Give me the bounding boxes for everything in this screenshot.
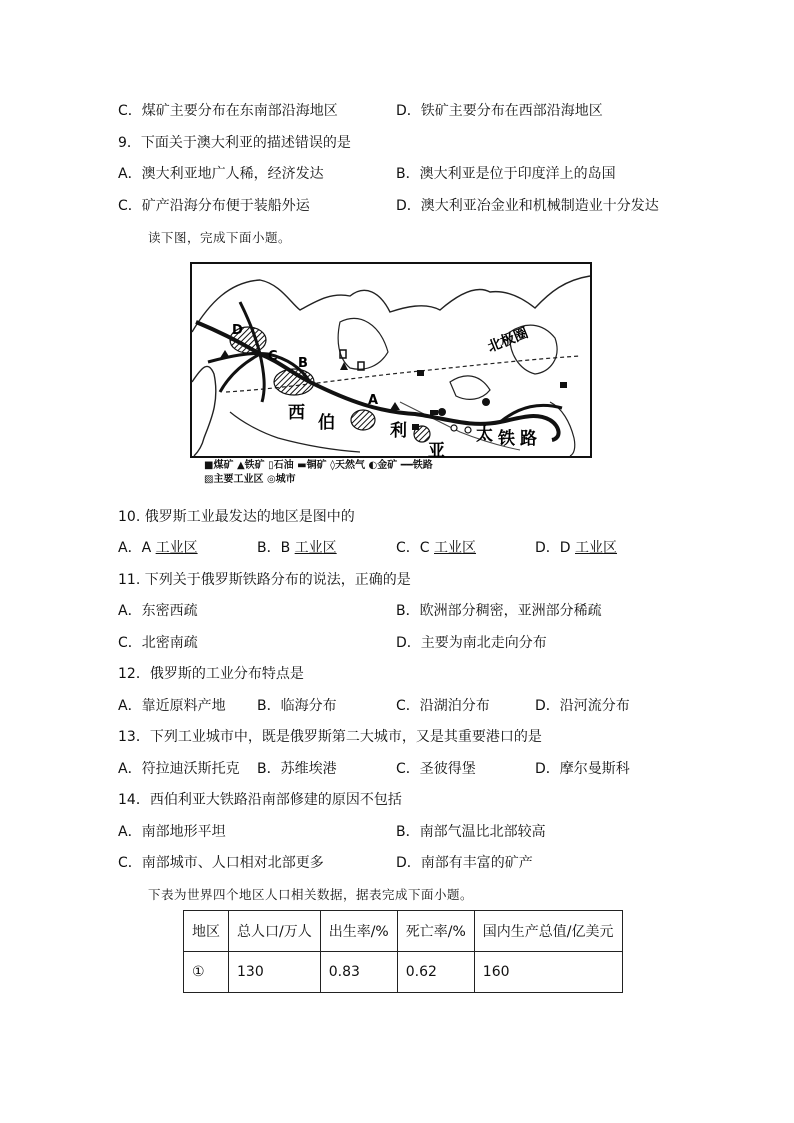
q10-option-d: D．D 工业区 (535, 540, 618, 556)
q8-option-d: D．铁矿主要分布在西部沿海地区 (396, 103, 603, 119)
gold-legend-icon: ◐ (368, 460, 378, 471)
q12-stem: 12．俄罗斯的工业分布特点是 (118, 666, 304, 682)
q10-option-c: C．C 工业区 (396, 540, 477, 556)
q11-stem: 11. 下列关于俄罗斯铁路分布的说法，正确的是 (118, 572, 411, 588)
q12-option-b: B．临海分布 (257, 698, 337, 714)
rail-char-4: 亚 (428, 441, 445, 458)
q14-stem: 14．西伯利亚大铁路沿南部修建的原因不包括 (118, 792, 402, 808)
map-intro: 读下图，完成下面小题。 (148, 230, 292, 245)
coal-legend-icon: ■ (204, 460, 214, 471)
q10-stem: 10. 俄罗斯工业最发达的地区是图中的 (118, 509, 355, 525)
q13-option-a: A．符拉迪沃斯托克 (118, 761, 240, 777)
q13-option-c: C．圣彼得堡 (396, 761, 476, 777)
q10-option-b: B．B 工业区 (257, 540, 337, 556)
industrial-zone-legend-icon: ▨ (204, 474, 214, 485)
rail-char-3: 利 (390, 421, 407, 441)
coal-mine-icon (560, 382, 567, 388)
city-icon (465, 427, 471, 433)
q10-option-a: A．A 工业区 (118, 540, 198, 556)
table-cell: 0.83 (320, 952, 397, 993)
map-legend-row-1: ■煤矿 ▲铁矿 ▯石油 ▬铜矿 ◊天然气 ◐金矿 ━━铁路 (204, 460, 433, 471)
q14-option-d: D．南部有丰富的矿产 (396, 855, 533, 871)
q9-option-b: B．澳大利亚是位于印度洋上的岛国 (396, 166, 616, 182)
table-header-cell: 地区 (184, 911, 229, 952)
q11-option-d: D．主要为南北走向分布 (396, 635, 547, 651)
table-cell: 160 (474, 952, 622, 993)
q13-stem: 13．下列工业城市中，既是俄罗斯第二大城市，又是其重要港口的是 (118, 729, 542, 745)
coal-mine-icon (412, 424, 419, 430)
q9-option-c: C．矿产沿海分布便于装船外运 (118, 198, 310, 214)
industrial-zone-a (351, 410, 375, 430)
city-legend-icon: ◎ (266, 474, 276, 485)
rail-char-2: 伯 (318, 413, 335, 433)
table-header-cell: 出生率/% (320, 911, 397, 952)
rail-char-6: 铁 (498, 429, 515, 449)
iron-legend-icon: ▲ (236, 460, 245, 471)
table-cell: ① (184, 952, 229, 993)
q14-option-b: B．南部气温比北部较高 (396, 824, 546, 840)
region-label-b: B (298, 356, 308, 371)
gold-mine-icon (438, 408, 446, 416)
region-label-c: C (268, 349, 278, 364)
q11-option-a: A．东密西疏 (118, 603, 198, 619)
q11-option-b: B．欧洲部分稠密，亚洲部分稀疏 (396, 603, 602, 619)
q12-option-c: C．沿湖泊分布 (396, 698, 490, 714)
table-intro: 下表为世界四个地区人口相关数据，据表完成下面小题。 (148, 887, 474, 902)
q12-option-d: D．沿河流分布 (535, 698, 630, 714)
table-row (184, 952, 623, 993)
copper-mine-icon (430, 410, 438, 415)
gold-mine-icon (482, 398, 490, 406)
arctic-circle-label: 北极圈 (485, 325, 531, 356)
q11-option-c: C．北密南疏 (118, 635, 198, 651)
q13-option-b: B．苏维埃港 (257, 761, 337, 777)
q8-option-c: C．煤矿主要分布在东南部沿海地区 (118, 103, 338, 119)
gas-legend-icon: ◊ (330, 460, 336, 471)
region-label-d: D (232, 323, 243, 338)
q14-option-c: C．南部城市、人口相对北部更多 (118, 855, 324, 871)
city-icon (451, 425, 457, 431)
table-header-row (184, 911, 623, 952)
region-label-a: A (368, 393, 379, 408)
coal-mine-icon (417, 370, 424, 376)
table-cell: 130 (229, 952, 321, 993)
q13-option-d: D．摩尔曼斯科 (535, 761, 630, 777)
table-cell: 0.62 (397, 952, 474, 993)
rail-char-5: 太 (476, 425, 493, 445)
q12-option-a: A．靠近原料产地 (118, 698, 226, 714)
q9-option-a: A．澳大利亚地广人稀，经济发达 (118, 166, 324, 182)
copper-legend-icon: ▬ (297, 460, 307, 471)
rail-char-7: 路 (520, 429, 537, 449)
population-table (183, 910, 623, 993)
q9-option-d: D．澳大利亚冶金业和机械制造业十分发达 (396, 198, 659, 214)
map-legend-row-2: ▨主要工业区 ◎城市 (204, 474, 296, 485)
q9-stem: 9．下面关于澳大利亚的描述错误的是 (118, 135, 351, 151)
rail-char-1: 西 (288, 403, 305, 423)
q14-option-a: A．南部地形平坦 (118, 824, 226, 840)
table-header-cell: 国内生产总值/亿美元 (474, 911, 622, 952)
table-header-cell: 死亡率/% (397, 911, 474, 952)
russia-map (190, 262, 592, 458)
oil-legend-icon: ▯ (268, 460, 274, 471)
industrial-zone-b (274, 369, 314, 395)
table-header-cell: 总人口/万人 (229, 911, 321, 952)
railway-legend-icon: ━━ (400, 460, 413, 471)
